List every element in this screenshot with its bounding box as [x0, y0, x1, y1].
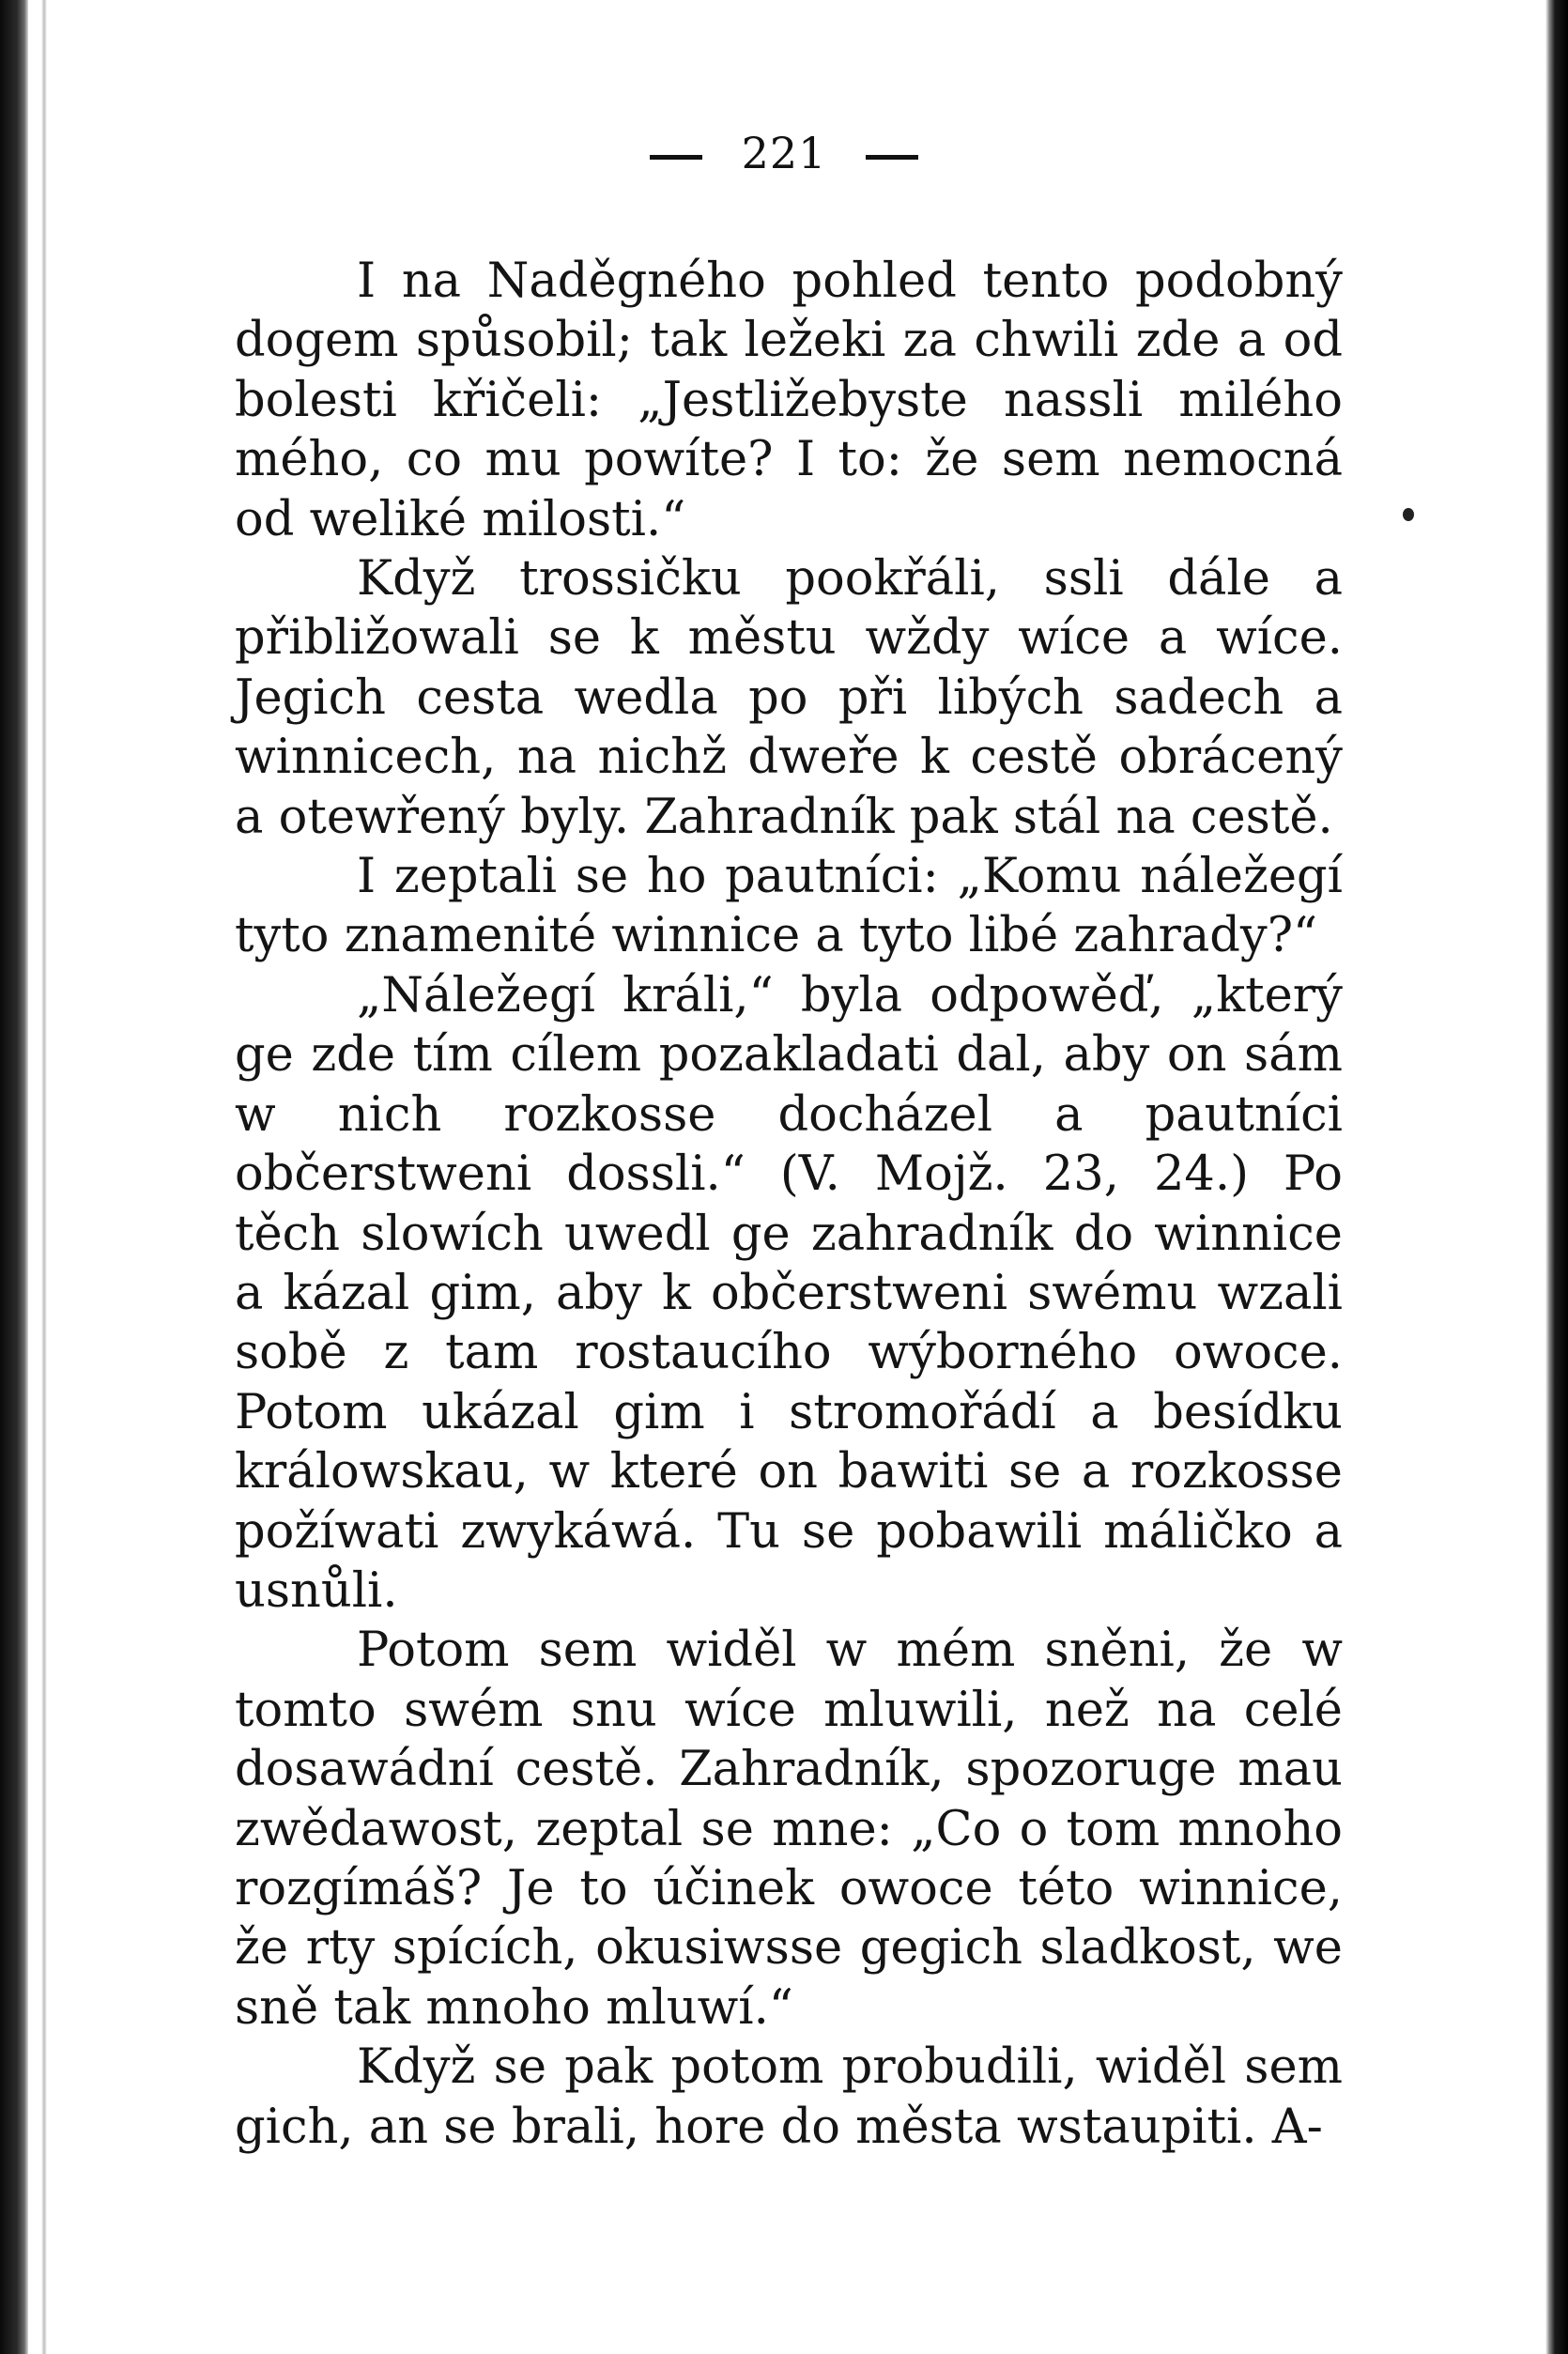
page-text: [235, 252, 1343, 2157]
header-dash-left: [650, 155, 702, 160]
header-dash-right: [866, 155, 918, 160]
ink-speck: [1403, 508, 1414, 521]
paragraph: I zeptali se ho pautníci: „Komu náležegí tyto znamenité winnice a tyto libé zahrady?“: [235, 849, 1343, 964]
scan-border-left-inner: [41, 0, 47, 2354]
page-header: [0, 128, 1568, 178]
paragraph: Když trossičku pookřáli, ssli dále a přibližowali se k městu wždy wíce a wíce. Jegich cesta wedla po při libých sadech a winnicech, na nichž dweře k cestě obrácený a otewřený byly. Zahradník pak stál na cestě.: [235, 551, 1343, 845]
scan-border-right: [1545, 0, 1568, 2354]
scan-border-left: [0, 0, 28, 2354]
paragraph: Potom sem widěl w mém sněni, že w tomto swém snu wíce mluwili, než na celé dosawádní cestě. Zahradník, spozoruge mau zwědawost, zeptal se mne: „Co o tom mnoho rozgímáš? Je to účinek owoce této winnice, že rty spících, okusiwsse gegich sladkost, we sně tak mnoho mluwí.“: [235, 1623, 1343, 2036]
paragraph: I na Naděgného pohled tento podobný dogem spůsobil; tak ležeki za chwili zde a od bolesti křičeli: „Jestližebyste nassli milého mého, co mu powíte? I to: že sem nemocná od weliké milosti.“: [235, 254, 1343, 547]
page-number: 221: [741, 128, 827, 178]
paragraph: „Náležegí králi,“ byla odpowěď, „který ge zde tím cílem pozakladati dal, aby on sám w nich rozkosse docházel a pautníci občerstweni dossli.“ (V. Mojž. 23, 24.) Po těch slowích uwedl ge zahradník do winnice a kázal gim, aby k občerstweni swému wzali sobě z tam rostaucího wýborného owoce. Potom ukázal gim i stromořádí a besídku králowskau, w které on bawiti se a rozkosse požíwati zwykáwá. Tu se pobawili máličko a usnůli.: [235, 967, 1343, 1619]
paragraph: Když se pak potom probudili, widěl sem gich, an se brali, hore do města wstaupiti. A-: [235, 2039, 1343, 2155]
